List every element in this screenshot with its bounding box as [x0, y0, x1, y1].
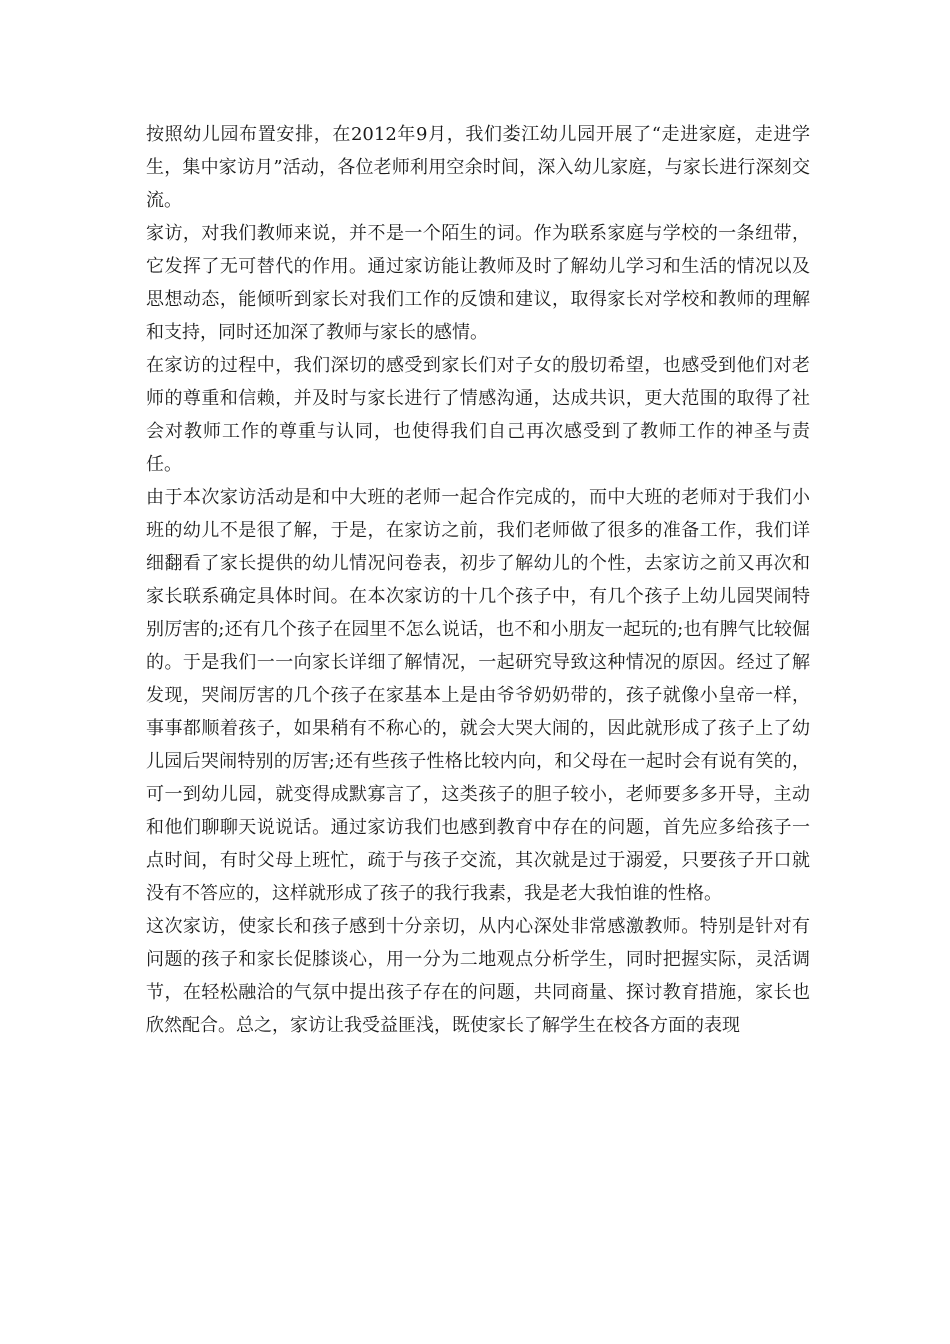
paragraph-visit-process: 在家访的过程中，我们深切的感受到家长们对子女的殷切希望，也感受到他们对老师的尊重和信赖，并及时与家长进行了情感沟通，达成共识，更大范围的取得了社会对教师工作的尊重与认同，也使得我们自己再次感受到了教师工作的神圣与责任。	[146, 355, 810, 475]
paragraph-preparation-findings: 由于本次家访活动是和中大班的老师一起合作完成的，而中大班的老师对于我们小班的幼儿不是很了解，于是，在家访之前，我们老师做了很多的准备工作，我们详细翻看了家长提供的幼儿情况问卷表，初步了解幼儿的个性，去家访之前又再次和家长联系确定具体时间。在本次家访的十几个孩子中，有几个孩子上幼儿园哭闹特别厉害的;还有几个孩子在园里不怎么说话，也不和小朋友一起玩的;也有脾气比较倔的。于是我们一一向家长详细了解情况，一起研究导致这种情况的原因。经过了解发现，哭闹厉害的几个孩子在家基本上是由爷爷奶奶带的，孩子就像小皇帝一样，事事都顺着孩子，如果稍有不称心的，就会大哭大闹的，因此就形成了孩子上了幼儿园后哭闹特别的厉害;还有些孩子性格比较内向，和父母在一起时会有说有笑的，可一到幼儿园，就变得成默寡言了，这类孩子的胆子较小，老师要多多开导，主动和他们聊聊天说说话。通过家访我们也感到教育中存在的问题，首先应多给孩子一点时间，有时父母上班忙，疏于与孩子交流，其次就是过于溺爱，只要孩子开口就没有不答应的，这样就形成了孩子的我行我素，我是老大我怕谁的性格。	[146, 487, 810, 904]
paragraph-summary: 这次家访，使家长和孩子感到十分亲切，从内心深处非常感激教师。特别是针对有问题的孩子和家长促膝谈心，用一分为二地观点分析学生，同时把握实际，灵活调节，在轻松融洽的气氛中提出孩子存在的问题，共同商量、探讨教育措施，家长也欣然配合。总之，家访让我受益匪浅，既使家长了解学生在校各方面的表现	[146, 916, 810, 1036]
document-body	[146, 118, 810, 1042]
paragraph-home-visit-role: 家访，对我们教师来说，并不是一个陌生的词。作为联系家庭与学校的一条纽带，它发挥了无可替代的作用。通过家访能让教师及时了解幼儿学习和生活的情况以及思想动态，能倾听到家长对我们工作的反馈和建议，取得家长对学校和教师的理解和支持，同时还加深了教师与家长的感情。	[146, 223, 810, 343]
paragraph-intro: 按照幼儿园布置安排，在2012年9月，我们娄江幼儿园开展了“走进家庭，走进学生，集中家访月”活动，各位老师利用空余时间，深入幼儿家庭，与家长进行深刻交流。	[146, 124, 810, 211]
